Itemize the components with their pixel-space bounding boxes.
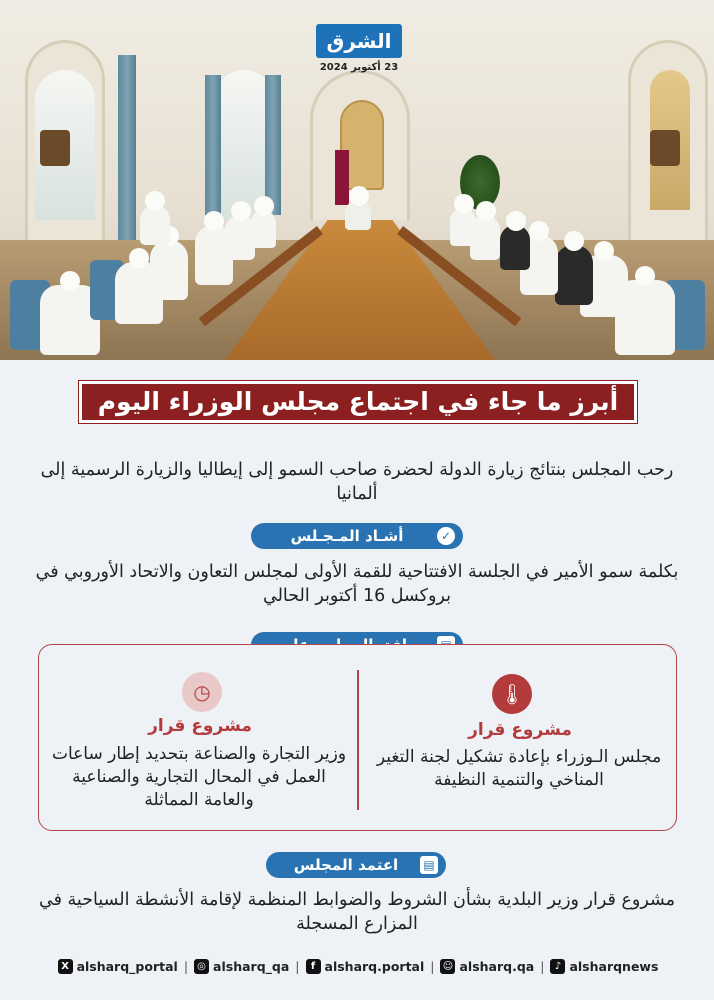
praised-text: بكلمة سمو الأمير في الجلسة الافتتاحية للقمة الأولى لمجلس التعاون والاتحاد الأوروبي في بروكسل 16 أكتوبر الحالي xyxy=(35,562,679,606)
approved-item-1-text: مجلس الـوزراء بإعادة تشكيل لجنة التغير المناخي والتنمية النظيفة xyxy=(376,747,662,790)
x-icon: X xyxy=(58,959,73,974)
facebook-icon: f xyxy=(306,959,321,974)
qatar-flag xyxy=(335,150,349,205)
approved-item-2-title: مشروع قرار xyxy=(148,716,252,736)
snapchat-icon: ☺ xyxy=(440,959,455,974)
headline: أبرز ما جاء في اجتماع مجلس الوزراء اليوم xyxy=(79,381,637,423)
social-tiktok[interactable]: ♪ alsharqnews xyxy=(550,959,658,974)
intro-text: رحب المجلس بنتائج زيارة الدولة لحضرة صاحب السمو إلى إيطاليا والزيارة الرسمية إلى ألمانيا xyxy=(40,460,674,504)
social-footer: X alsharq_portal | ◎ alsharq_qa | f alsharq.portal | ☺ alsharq.qa | ♪ alsharqnews xyxy=(68,955,648,977)
thermometer-icon: 🌡 xyxy=(492,674,532,714)
clock-briefcase-icon: ◷ xyxy=(182,672,222,712)
social-instagram[interactable]: ◎ alsharq_qa xyxy=(194,959,289,974)
alsharq-logo: الشرق xyxy=(316,24,402,58)
social-facebook[interactable]: f alsharq.portal xyxy=(306,959,425,974)
check-circle-icon: ✓ xyxy=(437,527,455,545)
approved-item-2-text: وزير التجارة والصناعة بتحديد إطار ساعات العمل في المحال التجارية والصناعية والعامة المماثلة xyxy=(51,744,347,810)
social-snapchat[interactable]: ☺ alsharq.qa xyxy=(440,959,534,974)
approved-item-1-title: مشروع قرار xyxy=(468,720,572,740)
card-divider xyxy=(357,670,359,810)
section-praised-label: ✓ أشـاد المـجـلس xyxy=(251,523,463,549)
document-icon: ▤ xyxy=(420,856,438,874)
publish-date: 23 أكتوبر 2024 xyxy=(319,62,399,73)
tiktok-icon: ♪ xyxy=(550,959,565,974)
section-adopted-label: ▤ اعتمد المجلس xyxy=(266,852,446,878)
cabinet-meeting-photo xyxy=(0,0,714,360)
instagram-icon: ◎ xyxy=(194,959,209,974)
adopted-text: مشروع قرار وزير البلدية بشأن الشروط والضوابط المنظمة لإقامة الأنشطة السياحية في المزارع المسجلة xyxy=(39,890,675,934)
social-x[interactable]: X alsharq_portal xyxy=(58,959,178,974)
